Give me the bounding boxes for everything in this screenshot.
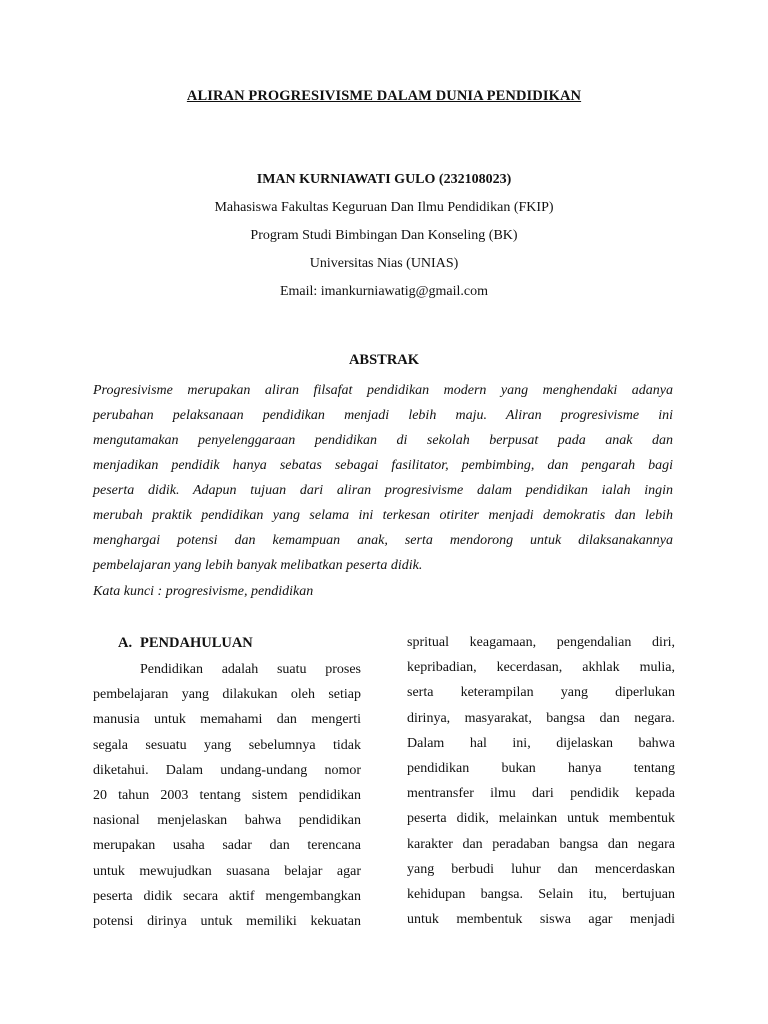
abstract-line: mengutamakan penyelenggaraan pendidikan di sekolah berpusat pada anak dan	[93, 433, 673, 448]
body-line: potensi dirinya untuk memiliki kekuatan	[93, 913, 361, 929]
body-line: peserta didik, melainkan untuk membentuk	[407, 811, 675, 827]
body-line: kehidupan bangsa. Selain itu, bertujuan	[407, 886, 675, 902]
abstract-line: merubah praktik pendidikan yang selama ini terkesan otiriter menjadi demokratis dan lebih	[93, 508, 673, 523]
section-title: PENDAHULUAN	[140, 635, 253, 651]
body-line: 20 tahun 2003 tentang sistem pendidikan	[93, 787, 361, 803]
keywords: Kata kunci : progresivisme, pendidikan	[93, 584, 314, 599]
body-line: serta keterampilan yang diperlukan	[407, 685, 675, 701]
body-line: merupakan usaha sadar dan terencana	[93, 838, 361, 854]
body-line: kepribadian, kecerdasan, akhlak mulia,	[407, 660, 675, 676]
right-column	[407, 630, 675, 932]
affiliation-faculty: Mahasiswa Fakultas Keguruan Dan Ilmu Pendidikan (FKIP)	[214, 200, 554, 215]
abstract-heading: ABSTRAK	[348, 352, 420, 368]
body-line: peserta didik secara aktif mengembangkan	[93, 888, 361, 904]
abstract-body	[93, 378, 673, 578]
body-line: untuk membentuk siswa agar menjadi	[407, 912, 675, 928]
body-line: karakter dan peradaban bangsa dan negara	[407, 836, 675, 852]
abstract-line: perubahan pelaksanaan pendidikan menjadi lebih maju. Aliran progresivisme ini	[93, 408, 673, 423]
body-line: diketahui. Dalam undang-undang nomor	[93, 762, 361, 778]
abstract-line: menghargai potensi dan kemampuan anak, serta mendorong untuk dilaksanakannya	[93, 533, 673, 548]
body-line: segala sesuatu yang sebelumnya tidak	[93, 737, 361, 753]
abstract-line: peserta didik. Adapun tujuan dari aliran progresivisme dalam pendidikan ialah ingin	[93, 483, 673, 498]
body-line: untuk mewujudkan suasana belajar agar	[93, 863, 361, 879]
body-line: nasional menjelaskan bahwa pendidikan	[93, 813, 361, 829]
body-line: Pendidikan adalah suatu proses	[140, 662, 361, 677]
body-line: spritual keagamaan, pengendalian diri,	[407, 635, 675, 650]
left-column	[93, 630, 361, 934]
body-line: pendidikan bukan hanya tentang	[407, 760, 675, 776]
affiliation-program: Program Studi Bimbingan Dan Konseling (BK)	[250, 228, 518, 243]
body-line: mentransfer ilmu dari pendidik kepada	[407, 786, 675, 802]
abstract-line: menjadikan pendidik hanya sebatas sebagai fasilitator, pembimbing, dan pengarah bagi	[93, 458, 673, 473]
body-line: manusia untuk memahami dan mengerti	[93, 712, 361, 728]
abstract-line: pembelajaran yang lebih banyak melibatkan peserta didik.	[93, 558, 423, 573]
paper-title: ALIRAN PROGRESIVISME DALAM DUNIA PENDIDIKAN	[186, 88, 582, 104]
abstract-line: Progresivisme merupakan aliran filsafat pendidikan modern yang menghendaki adanya	[93, 383, 673, 398]
affiliation-university: Universitas Nias (UNIAS)	[309, 256, 459, 271]
section-heading	[93, 630, 361, 657]
body-line: yang berbudi luhur dan mencerdaskan	[407, 861, 675, 877]
section-number: A.	[118, 635, 133, 651]
author-name: IMAN KURNIAWATI GULO (232108023)	[256, 172, 512, 187]
author-block	[0, 170, 768, 310]
author-email: Email: imankurniawatig@gmail.com	[279, 284, 489, 299]
body-line: Dalam hal ini, dijelaskan bahwa	[407, 735, 675, 751]
body-line: dirinya, masyarakat, bangsa dan negara.	[407, 710, 675, 726]
body-line: pembelajaran yang dilakukan oleh setiap	[93, 687, 361, 703]
